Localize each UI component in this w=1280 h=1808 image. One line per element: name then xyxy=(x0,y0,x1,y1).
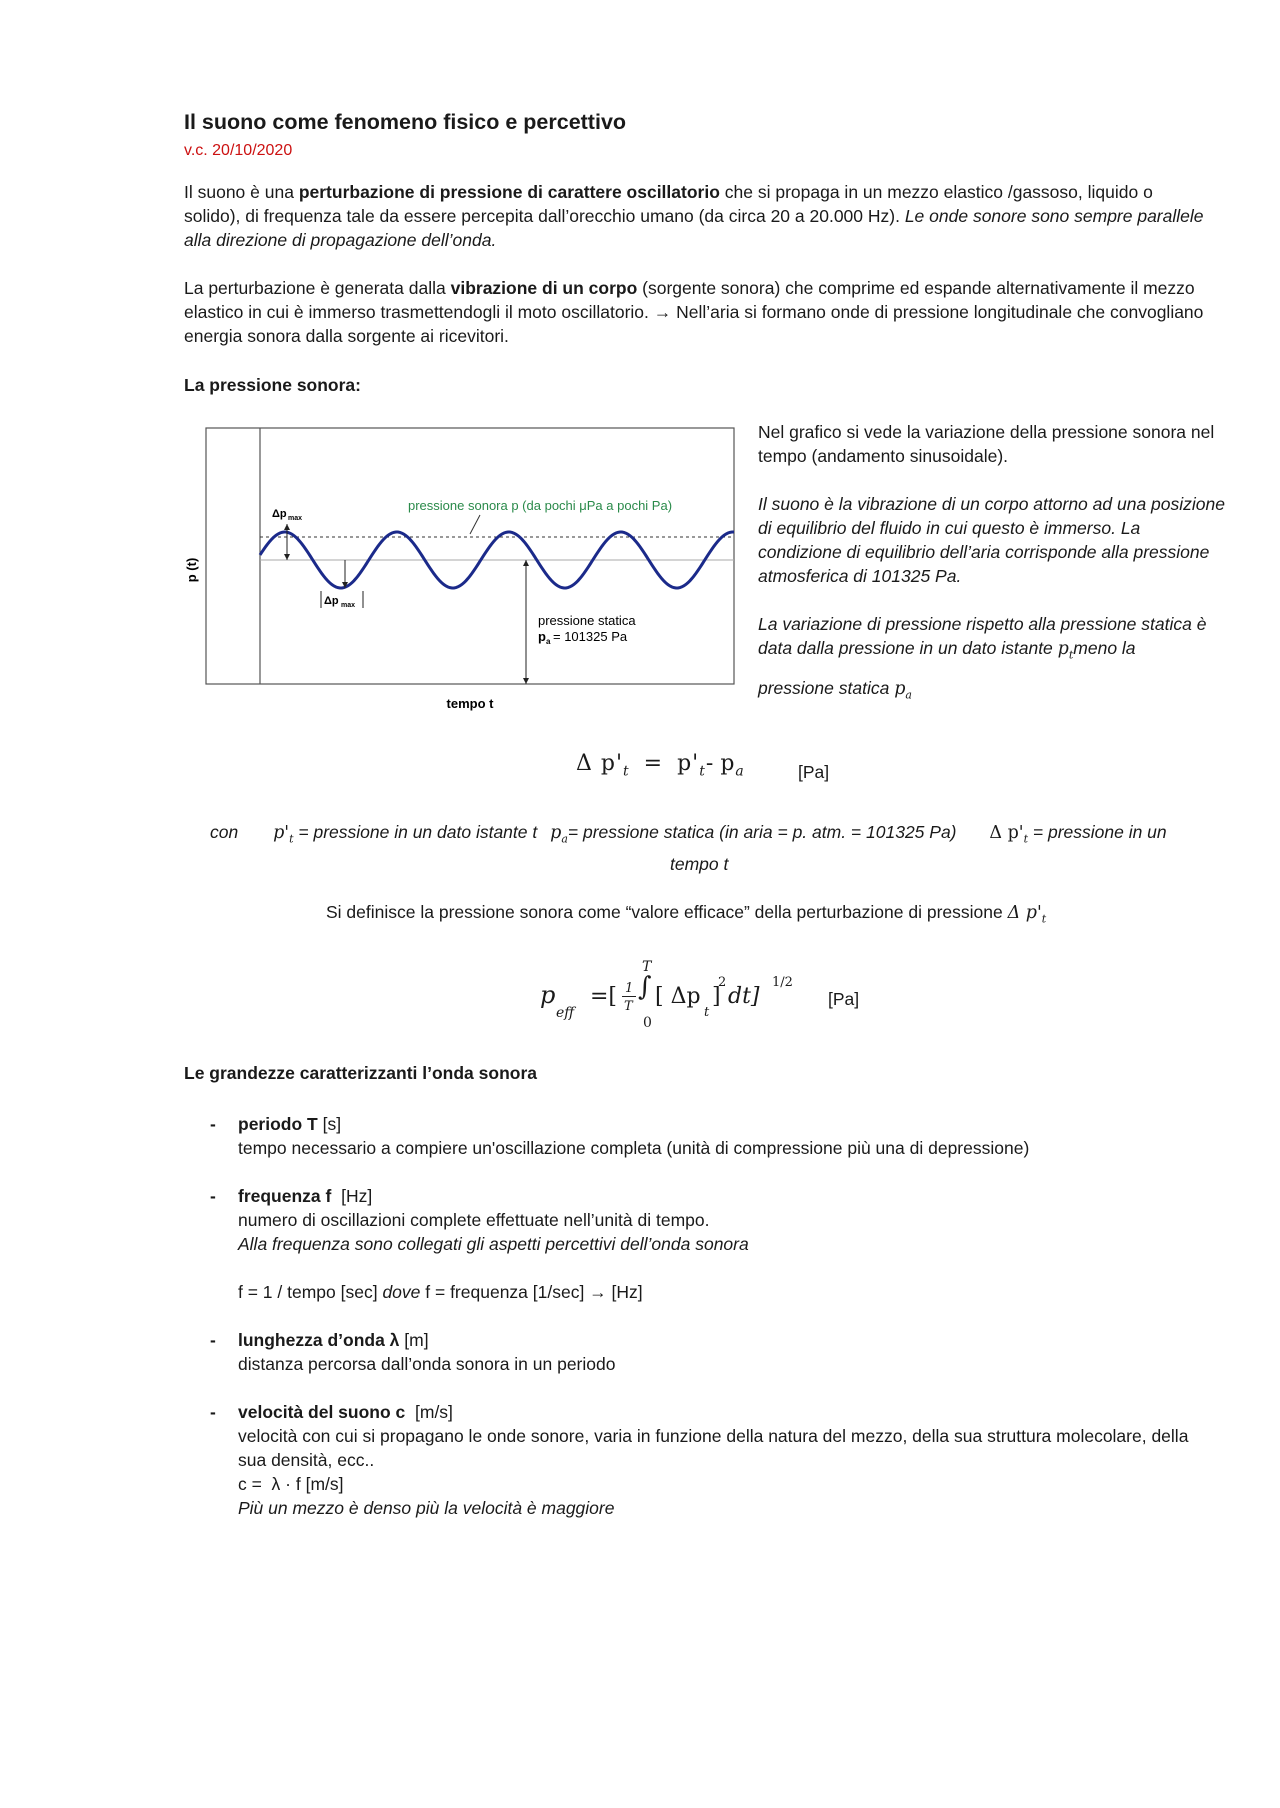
eq1-equals: = xyxy=(643,751,664,776)
eq2-unit: [Pa] xyxy=(828,989,860,1009)
legend-line xyxy=(210,820,1167,852)
formula-part-a: f = 1 / tempo [sec] xyxy=(238,1282,383,1302)
legend-dpt: Δ p' xyxy=(989,823,1024,843)
item-formula-frequenza xyxy=(238,1280,1218,1304)
side-p1: Nel grafico si vede la variazione della pressione sonora nel tempo (andamento sinusoidale). xyxy=(758,422,1215,466)
side-pa-symbol: p xyxy=(894,678,906,699)
legend-pt: p' xyxy=(273,823,290,843)
formula-part-i: dove xyxy=(382,1282,421,1302)
list-item-periodo xyxy=(238,1112,1218,1160)
side-p3 xyxy=(758,612,1228,668)
side-text xyxy=(758,420,1228,707)
legend-pa-desc: = pressione statica (in aria = p. atm. = 101325 Pa) xyxy=(567,822,957,842)
y-axis-label: p (t) xyxy=(184,557,199,583)
item-italic-velocita: Più un mezzo è denso più la velocità è maggiore xyxy=(238,1498,615,1518)
side-p3c: pressione statica xyxy=(758,677,895,698)
eq2-close: ] xyxy=(712,984,721,1009)
eq2-integrand-sub: t xyxy=(704,1005,710,1020)
intro-text-2: che si propaga in un mezzo elastico /gassoso, liquido o solido), di frequenza tale da essere percepita dall’orecchio umano (da circa 20 a 20.000 Hz). xyxy=(184,182,1153,226)
eq1-r1: p' xyxy=(677,751,700,776)
item-unit-frequenza: [Hz] xyxy=(331,1186,373,1206)
item-desc-velocita: velocità con cui si propagano le onde sonore, varia in funzione della natura del mezzo, della sua struttura molecolare, della sua densità, ecc.. xyxy=(238,1426,1189,1470)
equation-delta-p xyxy=(576,752,745,783)
eq2-frac-num: 1 xyxy=(625,981,634,996)
eq1-r2-sub: a xyxy=(735,763,745,780)
legend-dpt-desc: = pressione in un xyxy=(1028,822,1167,842)
legend-con: con xyxy=(210,822,239,842)
side-p3b: meno la xyxy=(1073,638,1136,658)
legend-line-2: tempo t xyxy=(670,854,729,874)
green-label-pointer xyxy=(470,515,480,534)
eq2-dt: dt] xyxy=(728,984,760,1009)
eq1-lhs: Δ p' xyxy=(576,751,624,776)
list-dash-3: - xyxy=(210,1330,216,1350)
dp-arrow-head-up xyxy=(284,524,290,530)
p2-text-1: La perturbazione è generata dalla xyxy=(184,278,451,298)
paragraph-2 xyxy=(184,276,1204,348)
legend-pa: p xyxy=(550,823,562,843)
item-formula-velocita: c = λ · f [m/s] xyxy=(238,1474,344,1494)
version-date: v.c. 20/10/2020 xyxy=(184,142,293,159)
eq2-eq: =[ xyxy=(590,984,618,1009)
list-dash-1: - xyxy=(210,1114,216,1134)
list-dash-4: - xyxy=(210,1402,216,1422)
list-item-velocita xyxy=(238,1400,1218,1520)
pressure-figure xyxy=(184,420,750,720)
pa-value: = 101325 Pa xyxy=(553,629,628,644)
list-dash-2: - xyxy=(210,1186,216,1206)
eq2-lower: 0 xyxy=(643,1015,652,1031)
legend-dpt-sub: t xyxy=(1023,832,1029,846)
item-desc-lunghezza: distanza percorsa dall’onda sonora in un periodo xyxy=(238,1354,616,1374)
item-name-periodo: periodo T xyxy=(238,1114,318,1134)
item-desc-periodo: tempo necessario a compiere un'oscillazione completa (unità di compressione più una di depressione) xyxy=(238,1138,1030,1158)
eq2-lhs: p xyxy=(540,981,556,1009)
section-heading-pressione: La pressione sonora: xyxy=(184,375,361,395)
eq2-lhs-sub: eff xyxy=(556,1005,575,1021)
pa-label: p xyxy=(538,629,546,644)
eq1-r1-sub: t xyxy=(699,763,706,780)
eq2-integrand: [ Δp xyxy=(655,984,701,1009)
side-p2: Il suono è la vibrazione di un corpo attorno ad una posizione di equilibrio del fluido in cui questo è immerso. La condizione di equilibrio dell’aria corrisponde alla pressione atmosferica di 101325 Pa. xyxy=(758,494,1225,586)
static-pressure-label: pressione statica xyxy=(538,613,636,628)
page-title: Il suono come fenomeno fisico e percettivo xyxy=(184,110,627,134)
eq2-pow: 1/2 xyxy=(772,975,793,990)
item-name-frequenza: frequenza f xyxy=(238,1186,332,1206)
list-item-frequenza xyxy=(238,1184,1218,1304)
definition-symbol-sub: t xyxy=(1041,912,1047,926)
pa-sub: a xyxy=(546,637,551,646)
legend-pt-desc: = pressione in un dato istante t xyxy=(293,822,538,842)
intro-paragraph xyxy=(184,180,1204,252)
side-p3a: La variazione di pressione rispetto alla pressione statica è data dalla pressione in un dato istante xyxy=(758,614,1207,658)
side-pt-symbol: p xyxy=(1057,639,1069,659)
item-unit-velocita: [m/s] xyxy=(405,1402,453,1422)
dp-arrow-head-down xyxy=(284,554,290,560)
legend-pt-sub: t xyxy=(289,832,294,846)
eq2-upper: T xyxy=(642,959,652,975)
item-unit-periodo: [s] xyxy=(317,1114,342,1134)
item-desc-frequenza: numero di oscillazioni complete effettuate nell’unità di tempo. xyxy=(238,1210,710,1230)
eq2-frac-den: T xyxy=(624,999,633,1014)
intro-italic: Le onde sonore sono sempre parallele alla direzione di propagazione dell’onda. xyxy=(184,206,1204,250)
p2-bold: vibrazione di un corpo xyxy=(450,278,638,298)
eq1-minus: - xyxy=(705,751,715,776)
green-label: pressione sonora p (da pochi μPa a pochi Pa) xyxy=(408,498,673,513)
side-pt-sub: t xyxy=(1068,648,1074,662)
p2-text-2: (sorgente sonora) che comprime ed espande alternativamente il mezzo elastico in cui è immerso trasmettendogli il moto oscillatorio. → Nell’aria si formano onde di pressione longitudinale che convogliano energia sonora dalla sorgente ai ricevitori. xyxy=(184,278,1204,346)
x-axis-label: tempo t xyxy=(446,696,494,711)
dp-max-top-sub: max xyxy=(288,515,303,522)
side-pa-sub: a xyxy=(905,688,912,701)
definition-symbol: Δ p' xyxy=(1007,903,1042,923)
integral-symbol: ∫ xyxy=(638,972,652,1002)
item-unit-lunghezza: [m] xyxy=(399,1330,429,1350)
formula-part-b: f = frequenza [1/sec] → [Hz] xyxy=(420,1282,643,1302)
eq1-unit: [Pa] xyxy=(798,762,830,782)
dp-max-bot-label: Δp xyxy=(324,595,339,607)
static-arrow-head-down xyxy=(523,678,529,684)
dp-max-bot-sub: max xyxy=(341,602,356,609)
intro-bold: perturbazione di pressione di carattere oscillatorio xyxy=(298,182,720,202)
item-italic-frequenza: Alla frequenza sono collegati gli aspetti percettivi dell’onda sonora xyxy=(238,1234,749,1254)
equation-p-eff xyxy=(540,955,840,1035)
section-heading-grandezze: Le grandezze caratterizzanti l’onda sonora xyxy=(184,1063,537,1083)
item-name-velocita: velocità del suono c xyxy=(238,1402,406,1422)
eq1-r2: p xyxy=(720,751,736,776)
intro-text-1: Il suono è una xyxy=(184,182,299,202)
item-name-lunghezza: lunghezza d’onda λ xyxy=(238,1330,400,1350)
dp-max-top-label: Δp xyxy=(272,508,287,520)
eq1-lhs-sub: t xyxy=(623,763,630,780)
eq2-sq: 2 xyxy=(718,975,727,990)
side-p3-line2 xyxy=(758,676,1228,708)
list-item-lunghezza xyxy=(238,1328,1218,1376)
definition-text: Si definisce la pressione sonora come “valore efficace” della perturbazione di pressione xyxy=(326,902,1008,922)
definition-line xyxy=(326,900,1046,932)
static-arrow-head-up xyxy=(523,560,529,566)
legend-pa-sub: a xyxy=(561,832,568,846)
